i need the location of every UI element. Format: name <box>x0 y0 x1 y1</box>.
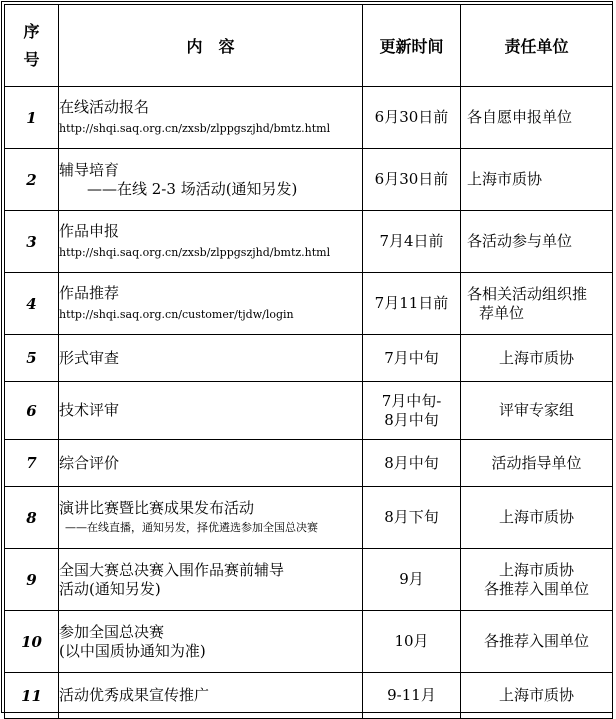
content-line: (以中国质协通知为准) <box>59 641 206 660</box>
content-line: 综合评价 <box>59 453 120 472</box>
header-num-line1: 序 <box>23 21 40 41</box>
time-line: 8月下旬 <box>384 508 439 526</box>
time-line: 6月30日前 <box>374 170 449 188</box>
row-update-time <box>363 673 461 719</box>
content-line: 形式审查 <box>59 348 120 367</box>
content-line: 作品推荐 <box>59 283 120 302</box>
header-time: 更新时间 <box>363 5 461 87</box>
row-number: 9 <box>5 549 59 611</box>
unit-line: 上海市质协 <box>498 508 574 526</box>
row-number: 2 <box>5 149 59 211</box>
schedule-table <box>4 4 613 719</box>
row-update-time <box>363 549 461 611</box>
table-row <box>5 673 613 719</box>
row-content <box>59 440 363 487</box>
row-update-time <box>363 487 461 549</box>
row-content <box>59 611 363 673</box>
header-num-line2: 号 <box>23 49 40 69</box>
row-content <box>59 487 363 549</box>
unit-line: 上海市质协 <box>498 560 574 579</box>
row-number: 8 <box>5 487 59 549</box>
row-content <box>59 335 363 382</box>
header-content: 内 容 <box>59 5 363 87</box>
row-responsible-unit <box>461 87 613 149</box>
unit-line: 各自愿申报单位 <box>467 108 573 126</box>
row-responsible-unit <box>461 382 613 440</box>
content-line: 作品申报 <box>59 221 120 240</box>
content-url-link[interactable]: http://shqi.saq.org.cn/customer/tjdw/login <box>59 307 294 321</box>
time-line: 9-11月 <box>387 686 436 704</box>
content-line: 活动优秀成果宣传推广 <box>59 686 210 704</box>
unit-line: 各活动参与单位 <box>467 232 573 250</box>
row-number: 4 <box>5 273 59 335</box>
content-line: 活动(通知另发) <box>59 579 161 598</box>
row-update-time <box>363 382 461 440</box>
row-number: 10 <box>5 611 59 673</box>
content-note: ——在线 2-3 场活动(通知另发) <box>87 179 298 198</box>
row-content <box>59 273 363 335</box>
row-number: 11 <box>5 673 59 719</box>
row-responsible-unit <box>461 273 613 335</box>
content-line: 辅导培育 <box>59 160 120 179</box>
row-responsible-unit <box>461 673 613 719</box>
table-row <box>5 440 613 487</box>
row-update-time <box>363 273 461 335</box>
row-number: 5 <box>5 335 59 382</box>
content-line: 演讲比赛暨比赛成果发布活动 <box>59 498 255 517</box>
content-line: 技术评审 <box>59 401 120 419</box>
table-row <box>5 211 613 273</box>
unit-line: 各推荐入围单位 <box>483 632 589 650</box>
row-update-time <box>363 440 461 487</box>
unit-line: 上海市质协 <box>498 686 574 704</box>
row-number: 6 <box>5 382 59 440</box>
row-content <box>59 87 363 149</box>
unit-line: 各相关活动组织推 <box>467 284 588 303</box>
table-row <box>5 273 613 335</box>
unit-line: 各推荐入围单位 <box>483 579 589 598</box>
content-line: 全国大赛总决赛入围作品赛前辅导 <box>59 560 285 579</box>
row-responsible-unit <box>461 335 613 382</box>
time-line: 8月中旬 <box>384 453 439 472</box>
row-update-time <box>363 149 461 211</box>
row-content <box>59 211 363 273</box>
unit-line: 活动指导单位 <box>491 453 582 472</box>
row-update-time <box>363 87 461 149</box>
table-row <box>5 382 613 440</box>
table-row <box>5 335 613 382</box>
table-row <box>5 149 613 211</box>
row-responsible-unit <box>461 487 613 549</box>
row-update-time <box>363 611 461 673</box>
row-content <box>59 382 363 440</box>
row-responsible-unit <box>461 549 613 611</box>
content-line: 参加全国总决赛 <box>59 622 165 641</box>
row-responsible-unit <box>461 211 613 273</box>
content-url-link[interactable]: http://shqi.saq.org.cn/zxsb/zlppgszjhd/bmtz.html <box>59 245 331 259</box>
row-responsible-unit <box>461 611 613 673</box>
row-content <box>59 549 363 611</box>
table-row <box>5 549 613 611</box>
time-line: 9月 <box>399 570 424 588</box>
unit-line: 荐单位 <box>479 303 525 322</box>
table-row <box>5 487 613 549</box>
time-line: 7月中旬- <box>381 391 442 410</box>
unit-line: 评审专家组 <box>498 401 574 419</box>
unit-line: 上海市质协 <box>498 348 574 367</box>
time-line: 6月30日前 <box>374 108 449 126</box>
row-update-time <box>363 211 461 273</box>
row-number: 7 <box>5 440 59 487</box>
row-number: 3 <box>5 211 59 273</box>
header-num <box>5 5 59 87</box>
row-responsible-unit <box>461 440 613 487</box>
row-content <box>59 149 363 211</box>
content-url-link[interactable]: http://shqi.saq.org.cn/zxsb/zlppgszjhd/bmtz.html <box>59 121 331 135</box>
table-row <box>5 87 613 149</box>
content-line: 在线活动报名 <box>59 97 150 116</box>
header-row <box>5 5 613 87</box>
table-row <box>5 611 613 673</box>
time-line: 7月4日前 <box>379 232 444 250</box>
row-content <box>59 673 363 719</box>
unit-line: 上海市质协 <box>467 170 543 188</box>
time-line: 8月中旬 <box>384 410 439 429</box>
header-unit: 责任单位 <box>461 5 613 87</box>
row-update-time <box>363 335 461 382</box>
time-line: 7月中旬 <box>384 348 439 367</box>
time-line: 10月 <box>394 632 429 650</box>
content-note: ——在线直播，通知另发，择优遴选参加全国总决赛 <box>65 520 318 534</box>
time-line: 7月11日前 <box>374 294 449 312</box>
row-number: 1 <box>5 87 59 149</box>
row-responsible-unit <box>461 149 613 211</box>
